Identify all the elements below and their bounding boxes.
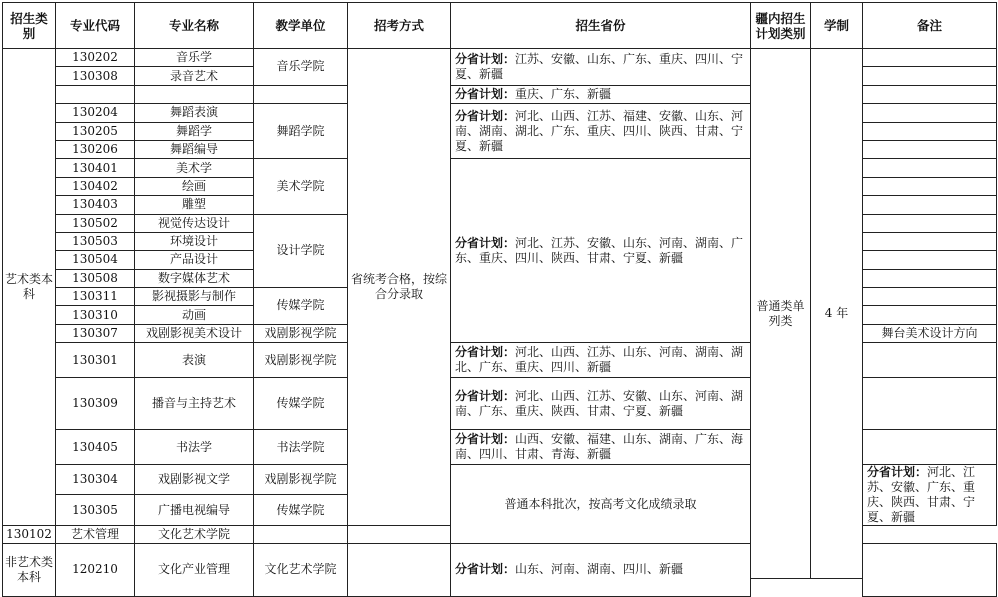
remark	[863, 378, 997, 430]
major-code: 130205	[56, 122, 135, 140]
remark	[863, 288, 997, 306]
major-name: 广播电视编导	[135, 495, 254, 526]
major-code: 130309	[56, 378, 135, 430]
major-name: 数字媒体艺术	[135, 269, 254, 287]
major-code: 130502	[56, 214, 135, 232]
remark	[863, 214, 997, 232]
remark	[863, 343, 997, 378]
major-code: 130402	[56, 177, 135, 195]
province-list: 山东、河南、湖南、四川、新疆	[515, 562, 684, 577]
major-name: 影视摄影与制作	[135, 288, 254, 306]
remark	[863, 159, 997, 177]
major-code	[56, 85, 135, 103]
major-name: 雕塑	[135, 196, 254, 214]
major-code: 130503	[56, 232, 135, 250]
teaching-unit	[254, 85, 348, 103]
teaching-unit: 文化艺术学院	[135, 525, 254, 543]
province-list: 河北、山西、江苏、山东、河南、湖南、湖北、广东、重庆、四川、新疆	[455, 345, 744, 375]
teaching-unit: 文化艺术学院	[254, 544, 348, 596]
teaching-unit: 戏剧影视学院	[254, 464, 348, 495]
duration: 4 年	[811, 49, 863, 579]
remark	[863, 122, 997, 140]
teaching-unit: 传媒学院	[254, 378, 348, 430]
plan-label: 分省计划：	[867, 464, 928, 479]
header-code: 专业代码	[56, 3, 135, 49]
major-name: 播音与主持艺术	[135, 378, 254, 430]
remark	[863, 177, 997, 195]
major-code: 130304	[56, 464, 135, 495]
major-code: 130305	[56, 495, 135, 526]
remark	[863, 232, 997, 250]
province-plan	[451, 544, 751, 596]
province-plan-blank	[254, 525, 348, 543]
teaching-unit: 书法学院	[254, 430, 348, 465]
admission-table	[2, 2, 997, 597]
province-plan	[451, 104, 751, 159]
plan-label: 分省计划：	[455, 51, 516, 66]
major-name: 戏剧影视美术设计	[135, 324, 254, 342]
remark	[863, 269, 997, 287]
remark	[863, 67, 997, 85]
province-list: 河北、江苏、安徽、山东、河南、湖南、广东、重庆、四川、陕西、甘肃、宁夏、新疆	[455, 235, 744, 265]
major-name: 表演	[135, 343, 254, 378]
xinjiang-type: 普通类单列类	[751, 49, 811, 579]
header-major: 专业名称	[135, 3, 254, 49]
province-list: 河北、江苏、安徽、广东、重庆、陕西、甘肃、宁夏、新疆	[867, 464, 976, 524]
province-list: 河北、山西、江苏、安徽、山东、河南、湖南、广东、重庆、陕西、甘肃、宁夏、新疆	[455, 388, 744, 418]
remark: 舞台美术设计方向	[863, 324, 997, 342]
remark	[863, 544, 997, 596]
major-name: 音乐学	[135, 49, 254, 67]
plan-label: 分省计划：	[455, 86, 516, 101]
major-code: 130401	[56, 159, 135, 177]
teaching-unit: 戏剧影视学院	[254, 324, 348, 342]
province-list: 河北、山西、江苏、福建、安徽、山东、河南、湖南、湖北、广东、重庆、四川、陕西、甘肃、宁夏、新疆	[455, 108, 744, 153]
teaching-unit: 设计学院	[254, 214, 348, 288]
plan-label: 分省计划：	[455, 432, 516, 447]
header-xinjiang: 疆内招生计划类别	[751, 3, 811, 49]
teaching-unit: 舞蹈学院	[254, 104, 348, 159]
province-plan	[451, 85, 751, 103]
major-name: 动画	[135, 306, 254, 324]
major-name: 戏剧影视文学	[135, 464, 254, 495]
major-code: 130403	[56, 196, 135, 214]
major-code: 130310	[56, 306, 135, 324]
major-code: 130301	[56, 343, 135, 378]
remark	[863, 140, 997, 158]
remark	[863, 430, 997, 465]
header-unit: 教学单位	[254, 3, 348, 49]
province-plan	[451, 49, 751, 86]
teaching-unit: 戏剧影视学院	[254, 343, 348, 378]
major-name: 书法学	[135, 430, 254, 465]
teaching-unit: 音乐学院	[254, 49, 348, 86]
header-category: 招生类别	[3, 3, 56, 49]
plan-label: 分省计划：	[455, 235, 516, 250]
province-plan	[863, 464, 997, 525]
method-gaokao: 普通本科批次，按高考文化成绩录取	[451, 464, 751, 543]
major-code: 130308	[56, 67, 135, 85]
header-row	[3, 3, 997, 49]
remark	[863, 85, 997, 103]
category-art: 艺术类本科	[3, 49, 56, 526]
header-method: 招考方式	[348, 3, 451, 49]
major-code: 130206	[56, 140, 135, 158]
province-plan	[451, 378, 751, 430]
major-name	[135, 85, 254, 103]
method-blank	[348, 544, 451, 596]
major-code: 130202	[56, 49, 135, 67]
major-name: 美术学	[135, 159, 254, 177]
major-name: 舞蹈表演	[135, 104, 254, 122]
plan-label: 分省计划：	[455, 108, 516, 123]
major-name: 舞蹈编导	[135, 140, 254, 158]
major-name: 舞蹈学	[135, 122, 254, 140]
remark	[863, 49, 997, 67]
remark	[863, 251, 997, 269]
header-provinces: 招生省份	[451, 3, 751, 49]
major-name: 录音艺术	[135, 67, 254, 85]
teaching-unit: 传媒学院	[254, 495, 348, 526]
remark	[863, 196, 997, 214]
header-remark: 备注	[863, 3, 997, 49]
teaching-unit: 传媒学院	[254, 288, 348, 325]
major-name: 产品设计	[135, 251, 254, 269]
method-art: 省统考合格，按综合分录取	[348, 49, 451, 526]
plan-label: 分省计划：	[455, 388, 516, 403]
province-plan	[451, 430, 751, 465]
remark	[863, 306, 997, 324]
major-name: 艺术管理	[56, 525, 135, 543]
province-plan	[451, 159, 751, 343]
major-code: 130508	[56, 269, 135, 287]
major-code: 120210	[56, 544, 135, 596]
major-name: 绘画	[135, 177, 254, 195]
header-duration: 学制	[811, 3, 863, 49]
province-list: 重庆、广东、新疆	[515, 86, 612, 101]
remark	[863, 104, 997, 122]
table-row	[3, 49, 997, 67]
major-name: 环境设计	[135, 232, 254, 250]
major-code: 130102	[3, 525, 56, 543]
major-name: 视觉传达设计	[135, 214, 254, 232]
remark	[348, 525, 451, 543]
major-code: 130504	[56, 251, 135, 269]
category-nonart: 非艺术类本科	[3, 544, 56, 596]
province-plan	[451, 343, 751, 378]
major-code: 130405	[56, 430, 135, 465]
plan-label: 分省计划：	[455, 345, 516, 360]
major-name: 文化产业管理	[135, 544, 254, 596]
teaching-unit: 美术学院	[254, 159, 348, 214]
province-list: 山西、安徽、福建、山东、湖南、广东、海南、四川、甘肃、青海、新疆	[455, 432, 744, 462]
major-code: 130311	[56, 288, 135, 306]
major-code: 130307	[56, 324, 135, 342]
plan-label: 分省计划：	[455, 562, 516, 577]
province-list: 江苏、安徽、山东、广东、重庆、四川、宁夏、新疆	[455, 51, 744, 81]
major-code: 130204	[56, 104, 135, 122]
